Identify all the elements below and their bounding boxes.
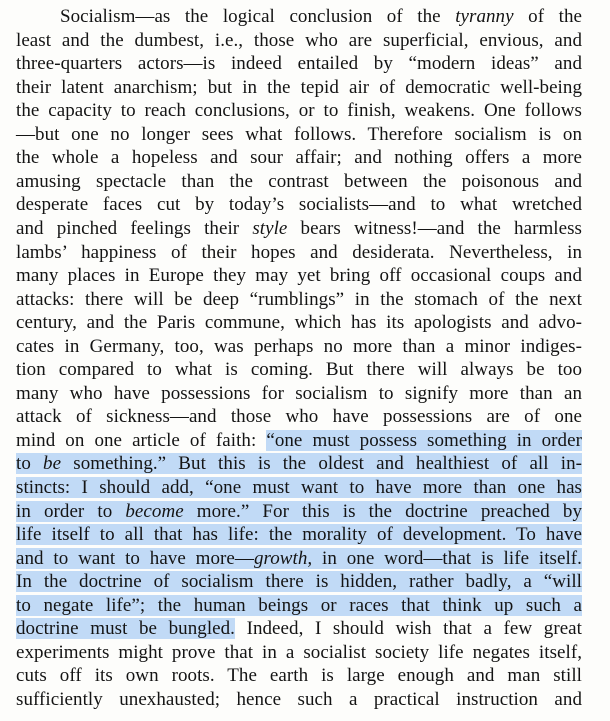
text-line <box>16 382 582 406</box>
text-line <box>16 405 582 429</box>
text-segment: Socialism—as the logical conclusion of the <box>60 6 456 27</box>
highlighted-text: stincts: I should add, “one must want to have more than one has <box>16 477 582 498</box>
text-segment: experiments might prove that in a socialist society life negates itself, <box>16 641 582 663</box>
text-segment: desperate faces cut by today’s socialists—and to what wretched <box>16 194 582 216</box>
highlighted-text: “one must possess something in order <box>266 429 582 451</box>
text-segment: attacks: there will be deep “rumblings” in the stomach of the next <box>16 288 582 310</box>
text-segment: —but one no longer sees what follows. Therefore socialism is on <box>16 123 582 145</box>
text-line <box>16 476 582 500</box>
text-line <box>16 570 582 594</box>
text-line <box>16 429 582 453</box>
highlighted-text: in one word—that is life itself. <box>312 547 582 569</box>
text-line <box>16 452 582 476</box>
text-segment: least and the dumbest, i.e., those who are superficial, envious, and <box>16 29 582 51</box>
text-segment: mind on one article of faith: <box>16 429 267 451</box>
text-line <box>16 193 582 217</box>
text-segment: of the <box>513 6 582 27</box>
text-segment: century, and the Paris commune, which has its apologists and advo- <box>16 312 582 334</box>
text-line <box>16 688 582 712</box>
text-segment: Indeed, I should wish that a few great <box>234 618 582 640</box>
highlighted-text: doctrine must be bungled. <box>16 618 235 640</box>
text-segment: tyranny <box>455 6 514 27</box>
text-line <box>16 76 582 100</box>
highlighted-text: more.” For this is the doctrine preached by <box>183 500 582 522</box>
highlighted-text: to <box>16 453 44 475</box>
text-segment: sufficiently unexhausted; hence such a practical instruction and <box>16 688 582 710</box>
text-line <box>16 641 582 665</box>
highlighted-text: life itself to all that has life: the morality of development. To have <box>16 524 582 546</box>
text-segment: their latent anarchism; but in the tepid air of democratic well-being <box>16 76 582 98</box>
text-segment: amusing spectacle than the contrast between the poisonous and <box>16 170 582 192</box>
text-segment: bears witness!—and the harmless <box>287 217 582 239</box>
text-line <box>16 547 582 571</box>
highlighted-text: In the doctrine of socialism there is hidden, rather badly, a “will <box>16 571 582 593</box>
text-line <box>16 335 582 359</box>
text-segment: style <box>252 217 288 239</box>
text-line <box>16 29 582 53</box>
text-segment: attack of sickness—and those who have possessions are of one <box>16 406 582 428</box>
text-segment: the whole a hopeless and sour affair; and nothing offers a more <box>16 147 582 169</box>
text-line <box>16 170 582 194</box>
highlighted-text: something.” But this is the oldest and healthiest of all in- <box>61 453 583 475</box>
text-segment: lambs’ happiness of their hopes and desiderata. Nevertheless, in <box>16 241 582 263</box>
text-segment: three-quarters actors—is indeed entailed by “modern ideas” and <box>16 53 582 75</box>
text-segment: many who have possessions for socialism to signify more than an <box>16 382 582 404</box>
text-line <box>16 523 582 547</box>
text-segment: the capacity to reach conclusions, or to finish, weakens. One follows <box>16 100 582 122</box>
text-line <box>16 264 582 288</box>
text-line <box>16 217 582 241</box>
highlighted-text: to negate life”; the human beings or races that think up such a <box>16 594 582 616</box>
text-line <box>16 241 582 265</box>
text-line <box>16 664 582 688</box>
text-segment: cates in Germany, too, was perhaps no more than a minor indiges- <box>16 335 582 357</box>
text-line <box>16 146 582 170</box>
highlighted-text: and to want to have more— <box>16 547 254 569</box>
text-segment: many places in Europe they may yet bring off occasional coups and <box>16 265 582 287</box>
text-line <box>16 288 582 312</box>
highlighted-text: be <box>43 453 62 475</box>
text-line <box>16 358 582 382</box>
text-line <box>16 123 582 147</box>
highlighted-text: growth, <box>253 547 313 569</box>
text-line <box>16 99 582 123</box>
text-line <box>16 311 582 335</box>
text-line <box>16 5 582 29</box>
text-line <box>16 52 582 76</box>
text-line <box>16 594 582 618</box>
highlighted-text: become <box>125 500 184 522</box>
highlighted-text: in order to <box>16 500 126 522</box>
text-line <box>16 500 582 524</box>
text-line <box>16 617 582 641</box>
text-segment: tion compared to what is coming. But there will always be too <box>16 359 582 381</box>
text-segment: and pinched feelings their <box>16 217 253 239</box>
text-segment: cuts off its own roots. The earth is large enough and man still <box>16 665 582 687</box>
